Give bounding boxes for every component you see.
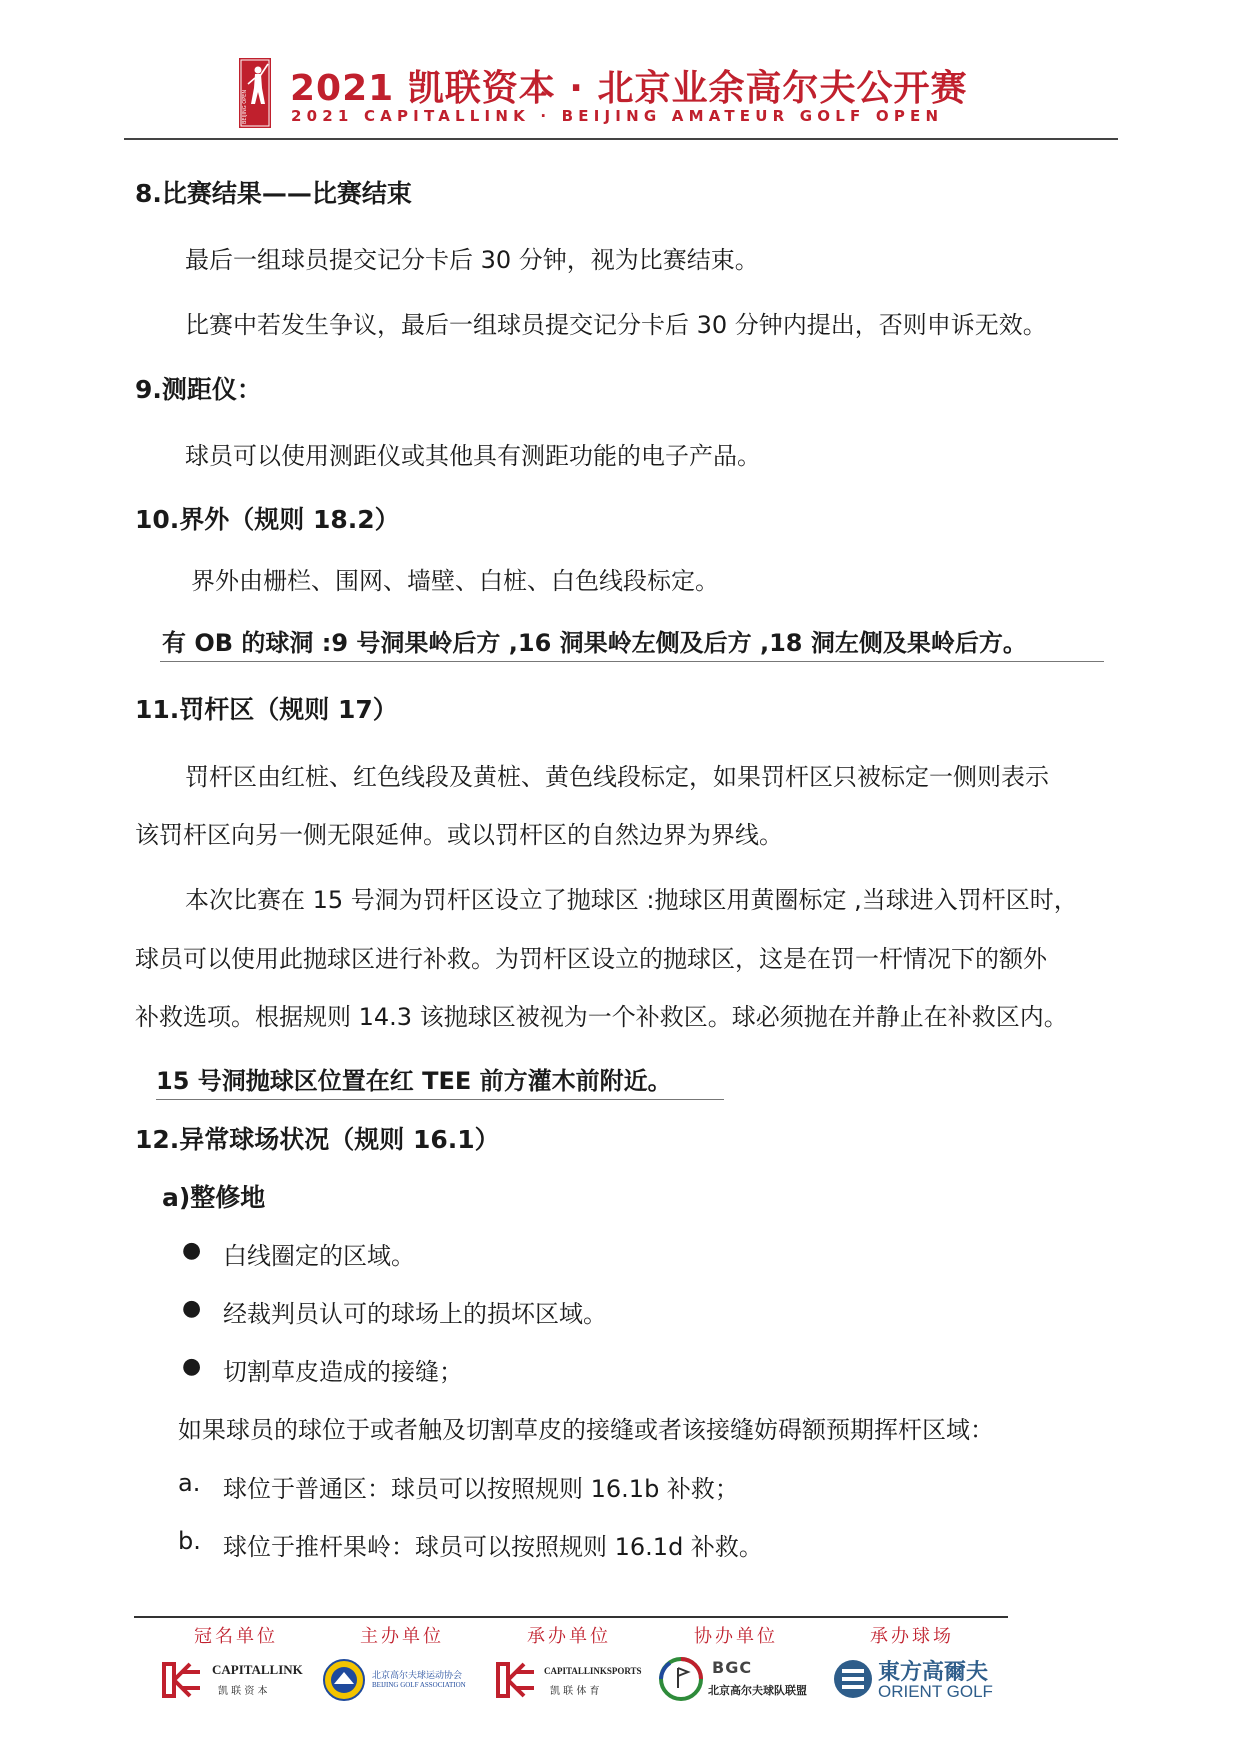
capitallink-mark-icon xyxy=(160,1658,204,1702)
header-divider xyxy=(124,138,1118,140)
bgc-emblem-icon xyxy=(658,1656,704,1702)
section-8-paragraph-1: 最后一组球员提交记分卡后 30 分钟，视为比赛结束。 xyxy=(185,246,759,274)
section-11-paragraph-1b: 该罚杆区向另一侧无限延伸。或以罚杆区的自然边界为界线。 xyxy=(135,821,783,849)
event-title-en: 2021 CAPITALLINK · BEIJING AMATEUR GOLF OPEN xyxy=(291,107,944,125)
footer-label-title-sponsor: 冠名单位 xyxy=(194,1626,278,1647)
list-item: 球位于推杆果岭：球员可以按照规则 16.1d 补救。 xyxy=(223,1533,763,1561)
section-12-subtitle: a)整修地 xyxy=(162,1183,266,1212)
section-9-title: 9.测距仪： xyxy=(135,375,262,404)
capitallink-logo-cn: 凯 联 资 本 xyxy=(218,1686,268,1697)
orient-golf-emblem-icon xyxy=(832,1656,874,1702)
capitallinksports-logo-en: CAPITALLINKSPORTS xyxy=(544,1666,642,1676)
section-11-drop-zone-location: 15 号洞抛球区位置在红 TEE 前方灌木前附近。 xyxy=(156,1061,724,1100)
capitallinksports-logo-cn: 凯 联 体 育 xyxy=(550,1686,600,1697)
section-12-paragraph-1: 如果球员的球位于或者触及切割草皮的接缝或者该接缝妨碍额预期挥杆区域： xyxy=(178,1416,994,1444)
orient-golf-logo xyxy=(832,1654,1002,1706)
section-11-paragraph-1a: 罚杆区由红桩、红色线段及黄桩、黄色线段标定，如果罚杆区只被标定一侧则表示 xyxy=(185,763,1049,791)
section-11-title: 11.罚杆区（规则 17） xyxy=(135,695,398,724)
section-9-paragraph-1: 球员可以使用测距仪或其他具有测距功能的电子产品。 xyxy=(185,442,761,470)
bgc-logo-en: BGC xyxy=(712,1658,753,1677)
list-item: 白线圈定的区域。 xyxy=(223,1242,415,1270)
event-title-cn: 2021 凯联资本 · 北京业余高尔夫公开赛 xyxy=(290,68,968,109)
section-8-title: 8.比赛结果——比赛结束 xyxy=(135,179,412,208)
association-name-cn: 北京高尔夫球运动协会 xyxy=(372,1670,463,1680)
section-8-paragraph-2: 比赛中若发生争议，最后一组球员提交记分卡后 30 分钟内提出，否则申诉无效。 xyxy=(185,311,1047,339)
section-10-ob-holes: 有 OB 的球洞 :9 号洞果岭后方 ,16 洞果岭左侧及后方 ,18 洞左侧及果岭后方。 xyxy=(160,623,1104,662)
beijing-golf-association-logo xyxy=(322,1654,482,1706)
list-item: 经裁判员认可的球场上的损坏区域。 xyxy=(223,1300,607,1328)
bgc-logo-cn: 北京高尔夫球队联盟 xyxy=(708,1684,807,1697)
list-item: 球位于普通区：球员可以按照规则 16.1b 补救； xyxy=(223,1475,739,1503)
bullet-icon: ● xyxy=(182,1296,202,1321)
list-marker: a. xyxy=(178,1469,201,1497)
footer-divider xyxy=(134,1616,1008,1618)
list-item: 切割草皮造成的接缝； xyxy=(223,1358,463,1386)
section-10-paragraph-1: 界外由栅栏、围网、墙壁、白桩、白色线段标定。 xyxy=(191,567,719,595)
association-emblem-icon xyxy=(322,1658,366,1702)
orient-golf-logo-en: ORIENT GOLF xyxy=(878,1682,993,1701)
footer-label-organizer: 承办单位 xyxy=(527,1626,611,1647)
bullet-icon: ● xyxy=(182,1354,202,1379)
capitallinksports-mark-icon xyxy=(494,1658,538,1702)
capitallink-logo-en: CAPITALLINK xyxy=(212,1662,303,1677)
footer-label-host: 主办单位 xyxy=(360,1626,444,1647)
capitallinksports-logo xyxy=(494,1654,644,1706)
association-name-en: BEIJING GOLF ASSOCIATION xyxy=(372,1681,466,1689)
section-10-title: 10.界外（规则 18.2） xyxy=(135,505,400,534)
section-11-paragraph-2b: 球员可以使用此抛球区进行补救。为罚杆区设立的抛球区，这是在罚一杆情况下的额外 xyxy=(135,945,1047,973)
logo-vertical-text: BEIJING OPEN xyxy=(242,89,248,124)
section-11-paragraph-2c: 补救选项。根据规则 14.3 该抛球区被视为一个补救区。球必须抛在并静止在补救区内。 xyxy=(135,1003,1068,1031)
footer-label-venue: 承办球场 xyxy=(870,1626,954,1647)
section-11-paragraph-2a: 本次比赛在 15 号洞为罚杆区设立了抛球区 :抛球区用黄圈标定 ,当球进入罚杆区时， xyxy=(185,886,1078,914)
list-marker: b. xyxy=(178,1527,201,1555)
capitallink-logo xyxy=(160,1654,310,1706)
section-12-title: 12.异常球场状况（规则 16.1） xyxy=(135,1125,500,1154)
golfer-logo-icon xyxy=(239,58,271,128)
footer-label-co-organizer: 协办单位 xyxy=(694,1626,778,1647)
orient-golf-logo-cn: 東方高爾夫 xyxy=(878,1660,989,1685)
bgc-logo xyxy=(658,1654,818,1706)
bullet-icon: ● xyxy=(182,1238,202,1263)
